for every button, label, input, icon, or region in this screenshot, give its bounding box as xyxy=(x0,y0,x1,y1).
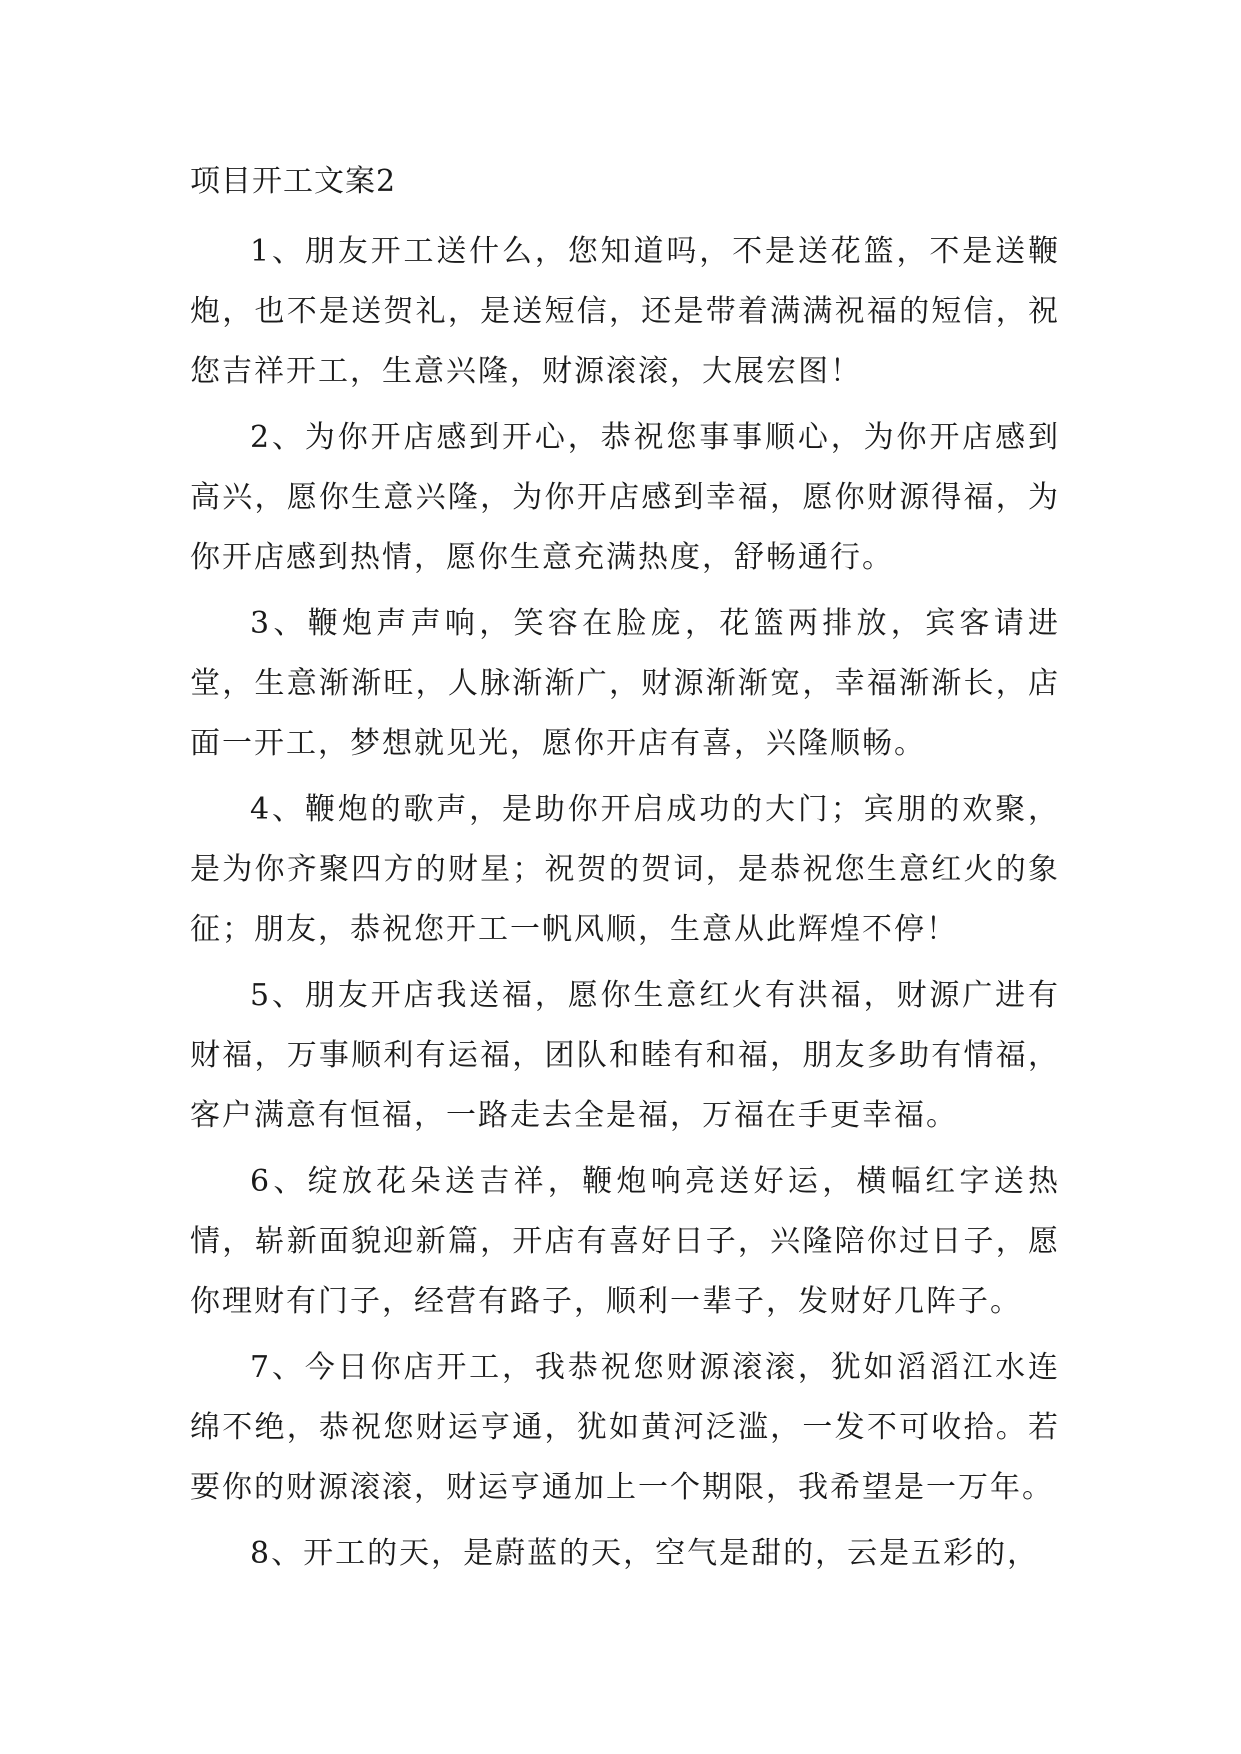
paragraph-7: 7、今日你店开工，我恭祝您财源滚滚，犹如滔滔江水连绵不绝，恭祝您财运亨通，犹如黄河泛滥，一发不可收拾。若要你的财源滚滚，财运亨通加上一个期限，我希望是一万年。 xyxy=(190,1350,1060,1505)
paragraph-5: 5、朋友开店我送福，愿你生意红火有洪福，财源广进有财福，万事顺利有运福，团队和睦有和福，朋友多助有情福，客户满意有恒福，一路走去全是福，万福在手更幸福。 xyxy=(190,978,1060,1133)
paragraph-8: 8、开工的天，是蔚蓝的天，空气是甜的，云是五彩的， xyxy=(250,1536,1040,1571)
paragraph-4: 4、鞭炮的歌声，是助你开启成功的大门；宾朋的欢聚，是为你齐聚四方的财星；祝贺的贺词，是恭祝您生意红火的象征；朋友，恭祝您开工一帆风顺，生意从此辉煌不停！ xyxy=(190,792,1060,947)
paragraph-2: 2、为你开店感到开心，恭祝您事事顺心，为你开店感到高兴，愿你生意兴隆，为你开店感到幸福，愿你财源得福，为你开店感到热情，愿你生意充满热度，舒畅通行。 xyxy=(190,420,1060,575)
paragraph-1: 1、朋友开工送什么，您知道吗，不是送花篮，不是送鞭炮，也不是送贺礼，是送短信，还是带着满满祝福的短信，祝您吉祥开工，生意兴隆，财源滚滚，大展宏图！ xyxy=(190,234,1060,389)
document-title: 项目开工文案2 xyxy=(190,164,397,199)
document-body xyxy=(190,222,1060,1590)
paragraph-3: 3、鞭炮声声响，笑容在脸庞，花篮两排放，宾客请进堂，生意渐渐旺，人脉渐渐广，财源渐渐宽，幸福渐渐长，店面一开工，梦想就见光，愿你开店有喜，兴隆顺畅。 xyxy=(190,606,1060,761)
paragraph-6: 6、绽放花朵送吉祥，鞭炮响亮送好运，横幅红字送热情，崭新面貌迎新篇，开店有喜好日子，兴隆陪你过日子，愿你理财有门子，经营有路子，顺利一辈子，发财好几阵子。 xyxy=(190,1164,1060,1319)
